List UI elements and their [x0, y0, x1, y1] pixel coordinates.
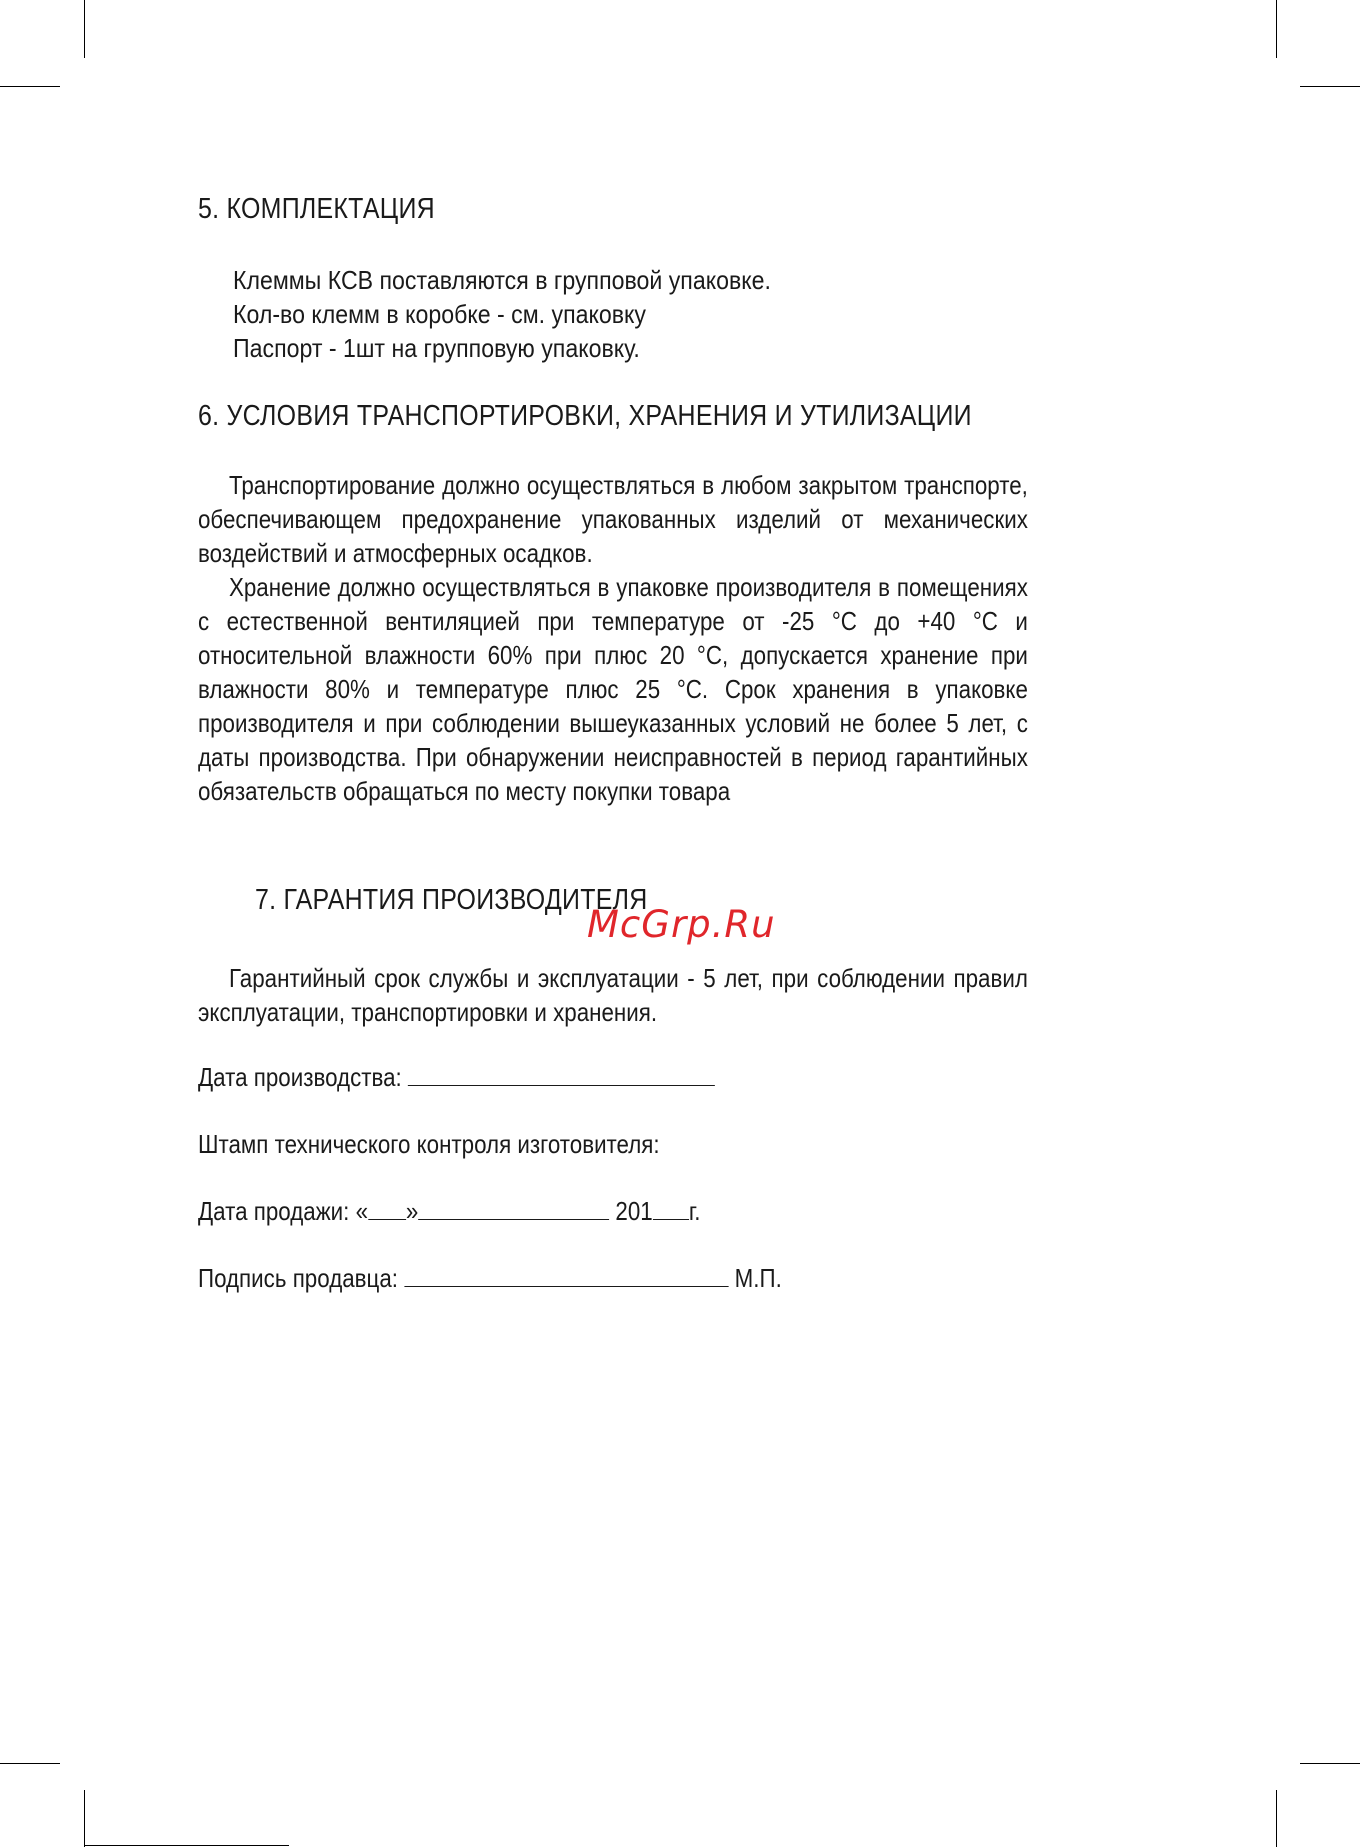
- watermark: McGrp.Ru: [587, 903, 776, 946]
- section-6-paragraph-1: Транспортирование должно осуществляться в любом закрытом транспорте, обеспечивающем предохранение упакованных изделий от механических воздействий и атмосферных осадков.: [198, 470, 1028, 568]
- section-5-line-2: Кол-во клемм в коробке - см. упаковку: [233, 299, 646, 329]
- sale-day-blank[interactable]: [368, 1197, 406, 1220]
- crop-mark-top-right: [1276, 0, 1277, 58]
- sale-year-suffix: г.: [688, 1196, 701, 1226]
- crop-mark-bottom-left-h: [0, 1763, 60, 1764]
- section-7-heading: 7. ГАРАНТИЯ ПРОИЗВОДИТЕЛЯ: [255, 884, 648, 916]
- crop-mark-bottom-right-h: [1300, 1763, 1360, 1764]
- section-5-line-1: Клеммы КСВ поставляются в групповой упаковке.: [233, 265, 771, 295]
- section-5-heading: 5. КОМПЛЕКТАЦИЯ: [198, 193, 435, 225]
- seller-signature-field: [198, 1263, 782, 1294]
- sale-date-quote-close: »: [405, 1196, 419, 1226]
- stamp-field: [198, 1129, 660, 1160]
- sale-date-label: Дата продажи: «: [198, 1196, 369, 1226]
- section-7-paragraph: Гарантийный срок службы и эксплуатации - 5 лет, при соблюдении правил эксплуатации, транспортировки и хранения.: [198, 963, 1028, 1027]
- seller-signature-blank[interactable]: [404, 1264, 728, 1287]
- stamp-label: Штамп технического контроля изготовителя:: [198, 1129, 660, 1159]
- seal-label: М.П.: [734, 1263, 782, 1293]
- section-5-line-3: Паспорт - 1шт на групповую упаковку.: [233, 333, 640, 363]
- sale-year-blank[interactable]: [653, 1197, 689, 1220]
- sale-date-field: [198, 1196, 701, 1227]
- production-date-label: Дата производства:: [198, 1062, 402, 1092]
- sale-month-blank[interactable]: [418, 1197, 609, 1220]
- section-6-paragraph-2: Хранение должно осуществляться в упаковке производителя в помещениях с естественной вентиляцией при температуре от -25 °С до +40 °С и относительной влажности 60% при плюс 20 °С, допускается хранение при влажности 80% и температуре плюс 25 °С. Срок хранения в упаковке производителя и при соблюдении вышеуказанных условий не более 5 лет, с даты производства. При обнаружении неисправностей в период гарантийных обязательств обращаться по месту покупки товара: [198, 572, 1028, 806]
- production-date-field: [198, 1062, 715, 1093]
- production-date-blank[interactable]: [408, 1063, 715, 1086]
- crop-mark-top-right-h: [1300, 86, 1360, 87]
- crop-mark-bottom-left: [84, 1790, 85, 1847]
- crop-mark-bottom-right: [1276, 1790, 1277, 1847]
- crop-mark-top-left: [84, 0, 85, 58]
- section-6-heading: 6. УСЛОВИЯ ТРАНСПОРТИРОВКИ, ХРАНЕНИЯ И УТИЛИЗАЦИИ: [198, 400, 972, 432]
- crop-mark-top-left-h: [0, 86, 60, 87]
- crop-mark-bottom-rule: [84, 1845, 289, 1846]
- seller-signature-label: Подпись продавца:: [198, 1263, 399, 1293]
- sale-year-prefix: 201: [615, 1196, 653, 1226]
